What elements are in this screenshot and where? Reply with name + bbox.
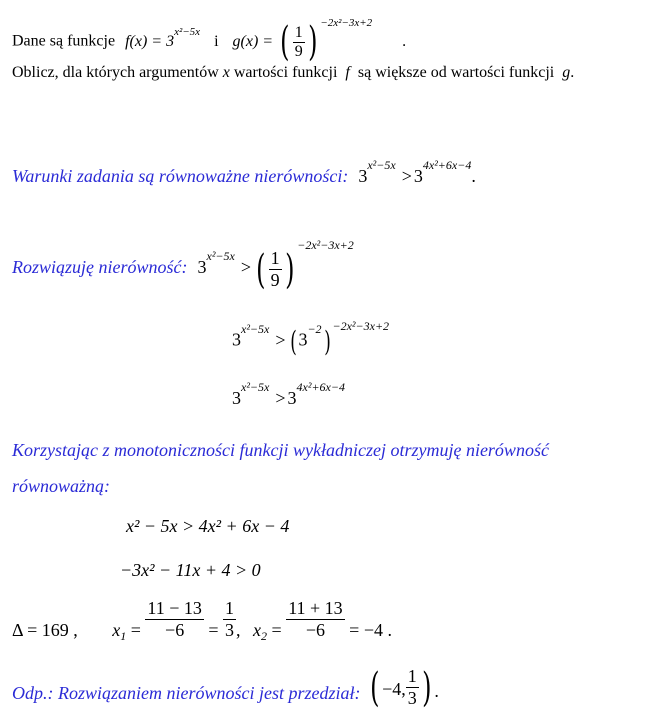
inequality-simplified: −3x² − 11x + 4 > 0 bbox=[120, 560, 261, 580]
x1-result-fraction: $\frac{1}{3}$ bbox=[225, 598, 235, 640]
step-same-base: $3^{x^2-5x} > 3^{4x^2+6x-4}$ bbox=[232, 380, 345, 408]
step-rewrite-base: $3^{x^2-5x}$ > ( $3^{-2}$) $^{-2x^2-3x+2}$ bbox=[232, 318, 390, 358]
task-period: . bbox=[402, 32, 407, 50]
x2-result: = −4 . bbox=[349, 619, 392, 640]
delta-value: Δ = 169 , bbox=[12, 619, 78, 640]
step-monotonic-line1: Korzystając z monotoniczności funkcji wykładniczej otrzymuję nierówność bbox=[12, 440, 549, 460]
x1-fraction: $\frac{11 - 13}{-6}$ bbox=[147, 598, 202, 640]
answer-fraction: $\frac{1}{3}$ bbox=[407, 666, 417, 708]
step-monotonic-line2: równoważną: bbox=[12, 476, 111, 496]
task-question: Oblicz, dla których argumentów x wartości funkcji f są większe od wartości funkcji g. bbox=[12, 64, 575, 81]
g-base-fraction: $\frac{1}{9}$ bbox=[294, 23, 303, 60]
step-solve: Rozwiązuję nierówność: $3^{x^2-5x}$ > ( $\frac{1}{9}$ )$^{-2x^2-3x+2}$ bbox=[12, 238, 354, 293]
task-definition bbox=[12, 16, 407, 65]
x2-fraction: $\frac{11 + 13}{-6}$ bbox=[288, 598, 343, 640]
conjunction: i bbox=[214, 32, 219, 50]
task-intro: Dane są funkcje bbox=[12, 32, 116, 50]
f-exponent: x²−5x bbox=[174, 25, 201, 38]
answer-text: Odp.: Rozwiązaniem nierówności jest przedział: bbox=[12, 683, 361, 704]
g-definition: g(x) = bbox=[232, 32, 274, 50]
left-paren: ( bbox=[280, 19, 290, 65]
inequality-quadratic: x² − 5x > 4x² + 6x − 4 bbox=[126, 516, 290, 536]
step2-text: Rozwiązuję nierówność: bbox=[12, 257, 188, 278]
g-exponent: −2x²−3x+2 bbox=[320, 16, 373, 29]
step-equivalence: Warunki zadania są równoważne nierówności: $3^{x^2-5x} > 3^{4x^2+6x-4}$. bbox=[12, 158, 476, 186]
answer-line: Odp.: Rozwiązaniem nierówności jest przedział: ( −4, $\frac{1}{3}$ ) . bbox=[12, 664, 439, 711]
step2-fraction: $\frac{1}{9}$ bbox=[270, 248, 280, 290]
right-paren: ) bbox=[307, 19, 318, 65]
f-definition: f(x) = 3 bbox=[125, 32, 175, 50]
roots-line: Δ = 169 , $x_1$ = $\frac{11 - 13}{-6}$ = $\frac{1}{3}$ , $x_2$ = $\frac{11 + 13}{-6}$ = −4 . bbox=[12, 598, 392, 643]
step1-text: Warunki zadania są równoważne nierówności: bbox=[12, 166, 349, 186]
